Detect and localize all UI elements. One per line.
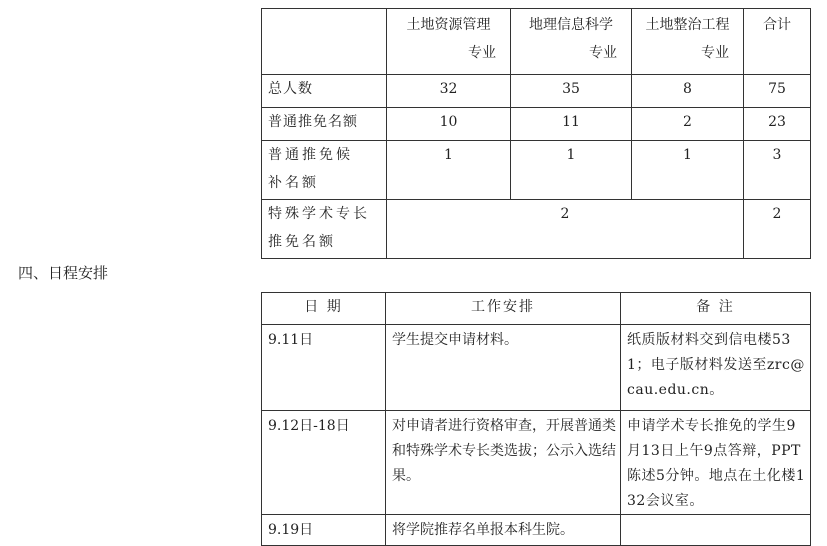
cell-merged-value: 2 <box>387 200 744 259</box>
header-land-remediation: 土地整治工程 专业 <box>632 9 744 75</box>
cell-total: 23 <box>744 108 811 141</box>
cell-value: 10 <box>387 108 511 141</box>
cell-total: 3 <box>744 141 811 200</box>
cell-value: 2 <box>632 108 744 141</box>
cell-note: 纸质版材料交到信电楼531；电子版材料发送至zrc@cau.edu.cn。 <box>621 325 811 411</box>
cell-value: 1 <box>511 141 632 200</box>
row-regular-quota <box>262 108 811 141</box>
header-geo-info: 地理信息科学 专业 <box>511 9 632 75</box>
row-total-people <box>262 75 811 108</box>
schedule-table <box>261 292 811 546</box>
header-note: 备 注 <box>621 293 811 325</box>
section-heading: 四、日程安排 <box>18 264 109 282</box>
row-label: 普通推免候补名额 <box>262 141 387 200</box>
cell-value: 8 <box>632 75 744 108</box>
cell-date: 9.12日-18日 <box>262 411 386 515</box>
cell-total: 75 <box>744 75 811 108</box>
cell-total: 2 <box>744 200 811 259</box>
cell-task: 对申请者进行资格审查，开展普通类和特殊学术专长类选拔；公示入选结果。 <box>386 411 621 515</box>
cell-value: 32 <box>387 75 511 108</box>
header-total: 合计 <box>744 9 811 75</box>
cell-task: 学生提交申请材料。 <box>386 325 621 411</box>
cell-date: 9.11日 <box>262 325 386 411</box>
cell-task: 将学院推荐名单报本科生院。 <box>386 515 621 546</box>
row-alternate-quota <box>262 141 811 200</box>
quota-header-row <box>262 9 811 75</box>
cell-value: 11 <box>511 108 632 141</box>
schedule-row <box>262 325 811 411</box>
row-label: 特殊学术专长推免名额 <box>262 200 387 259</box>
cell-date: 9.19日 <box>262 515 386 546</box>
row-label: 总人数 <box>262 75 387 108</box>
header-date: 日 期 <box>262 293 386 325</box>
schedule-header-row <box>262 293 811 325</box>
cell-value: 1 <box>632 141 744 200</box>
quota-table <box>261 8 811 259</box>
header-task: 工作安排 <box>386 293 621 325</box>
cell-note: 申请学术专长推免的学生9月13日上午9点答辩，PPT陈述5分钟。地点在土化楼132会议室。 <box>621 411 811 515</box>
header-empty-cell <box>262 9 387 75</box>
row-special-quota <box>262 200 811 259</box>
schedule-row <box>262 411 811 515</box>
cell-value: 1 <box>387 141 511 200</box>
row-label: 普通推免名额 <box>262 108 387 141</box>
cell-value: 35 <box>511 75 632 108</box>
header-land-resource: 土地资源管理 专业 <box>387 9 511 75</box>
